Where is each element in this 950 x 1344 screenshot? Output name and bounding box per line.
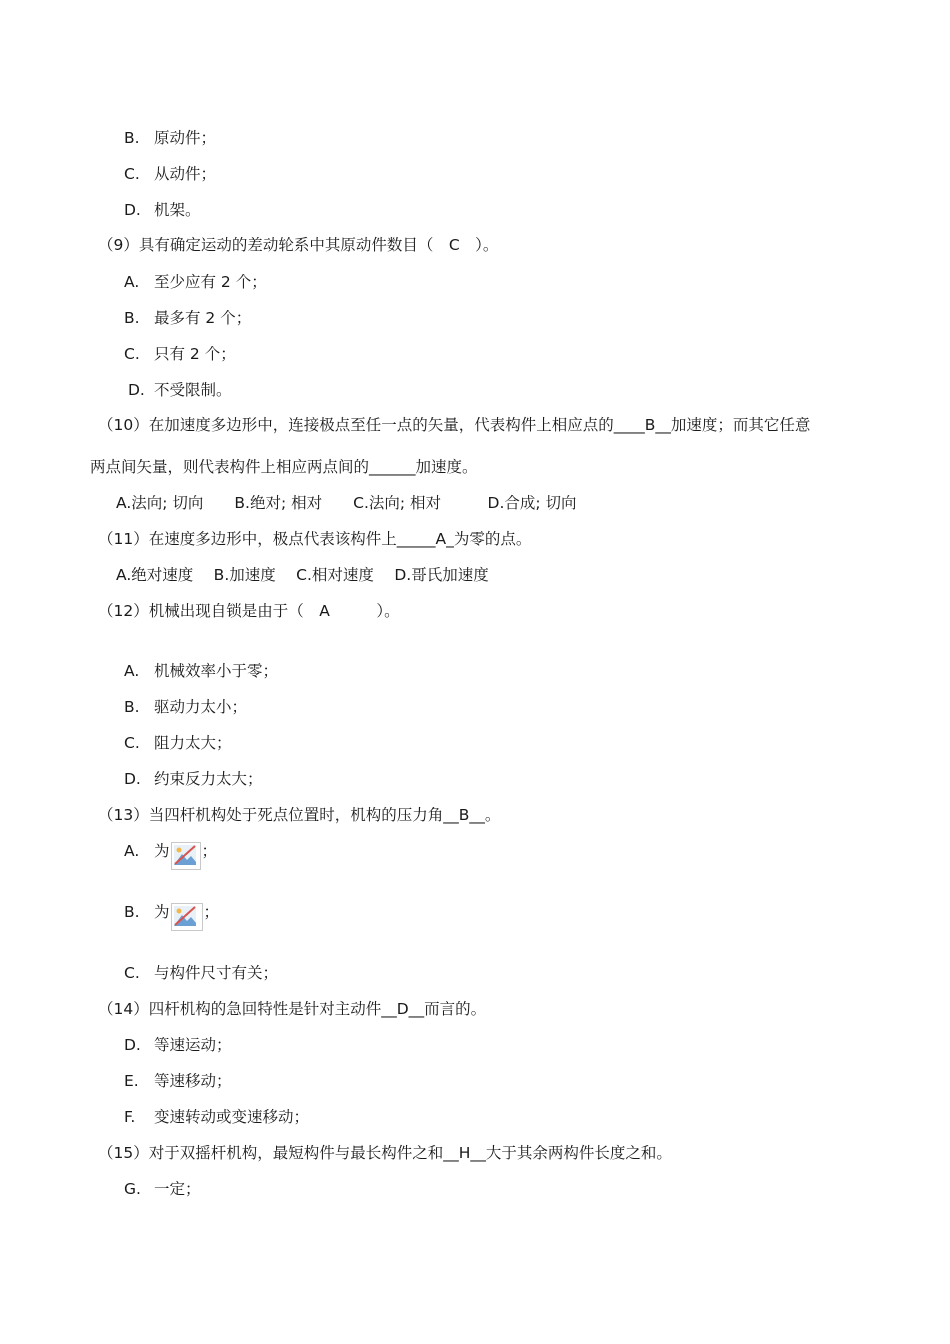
q8-option-b: B. 原动件；: [124, 129, 217, 147]
q14-option-e: E. 等速移动；: [124, 1072, 232, 1090]
broken-image-icon: [171, 842, 201, 870]
q13-option-b: B. 为 ；: [124, 902, 219, 931]
q9-option-d: D. 不受限制。: [128, 381, 232, 399]
q14-option-d: D. 等速运动；: [124, 1036, 232, 1054]
q9-option-a: A. 至少应有 2 个；: [124, 273, 267, 291]
q13-option-c: C. 与构件尺寸有关；: [124, 964, 279, 982]
q12-option-c: C. 阻力太大；: [124, 734, 232, 752]
q14-option-f: F. 变速转动或变速移动；: [124, 1108, 310, 1126]
q10-options: A.法向; 切向 B.绝对; 相对 C.法向; 相对 D.合成; 切向: [116, 494, 577, 512]
q12-option-d: D. 约束反力太大；: [124, 770, 263, 788]
q12-option-b: B. 驱动力太小；: [124, 698, 248, 716]
q10-stem-line2: 两点间矢量，则代表构件上相应两点间的______加速度。: [90, 458, 478, 476]
broken-image-icon: [171, 903, 203, 931]
q9-option-b: B. 最多有 2 个；: [124, 309, 252, 327]
q8-option-d: D. 机架。: [124, 201, 201, 219]
q14-stem: （14）四杆机构的急回特性是针对主动件__D__而言的。: [98, 1000, 487, 1018]
q11-stem: （11）在速度多边形中，极点代表该构件上_____A_为零的点。: [98, 530, 532, 548]
q13-option-a: A. 为 ；: [124, 841, 217, 870]
q13-stem: （13）当四杆机构处于死点位置时，机构的压力角__B__。: [98, 806, 501, 824]
q9-stem: （9）具有确定运动的差动轮系中其原动件数目（ C ）。: [98, 236, 499, 254]
q9-option-c: C. 只有 2 个；: [124, 345, 236, 363]
q11-options: A.绝对速度 B.加速度 C.相对速度 D.哥氏加速度: [116, 566, 489, 584]
q15-stem: （15）对于双摇杆机构，最短构件与最长构件之和__H__大于其余两构件长度之和。: [98, 1144, 672, 1162]
q12-option-a: A. 机械效率小于零；: [124, 662, 279, 680]
q12-stem: （12）机械出现自锁是由于（ A ）。: [98, 602, 400, 620]
q8-option-c: C. 从动件；: [124, 165, 217, 183]
q15-option-g: G. 一定；: [124, 1180, 201, 1198]
q10-stem-line1: （10）在加速度多边形中，连接极点至任一点的矢量，代表构件上相应点的____B__加速度；而其它任意: [98, 416, 811, 434]
